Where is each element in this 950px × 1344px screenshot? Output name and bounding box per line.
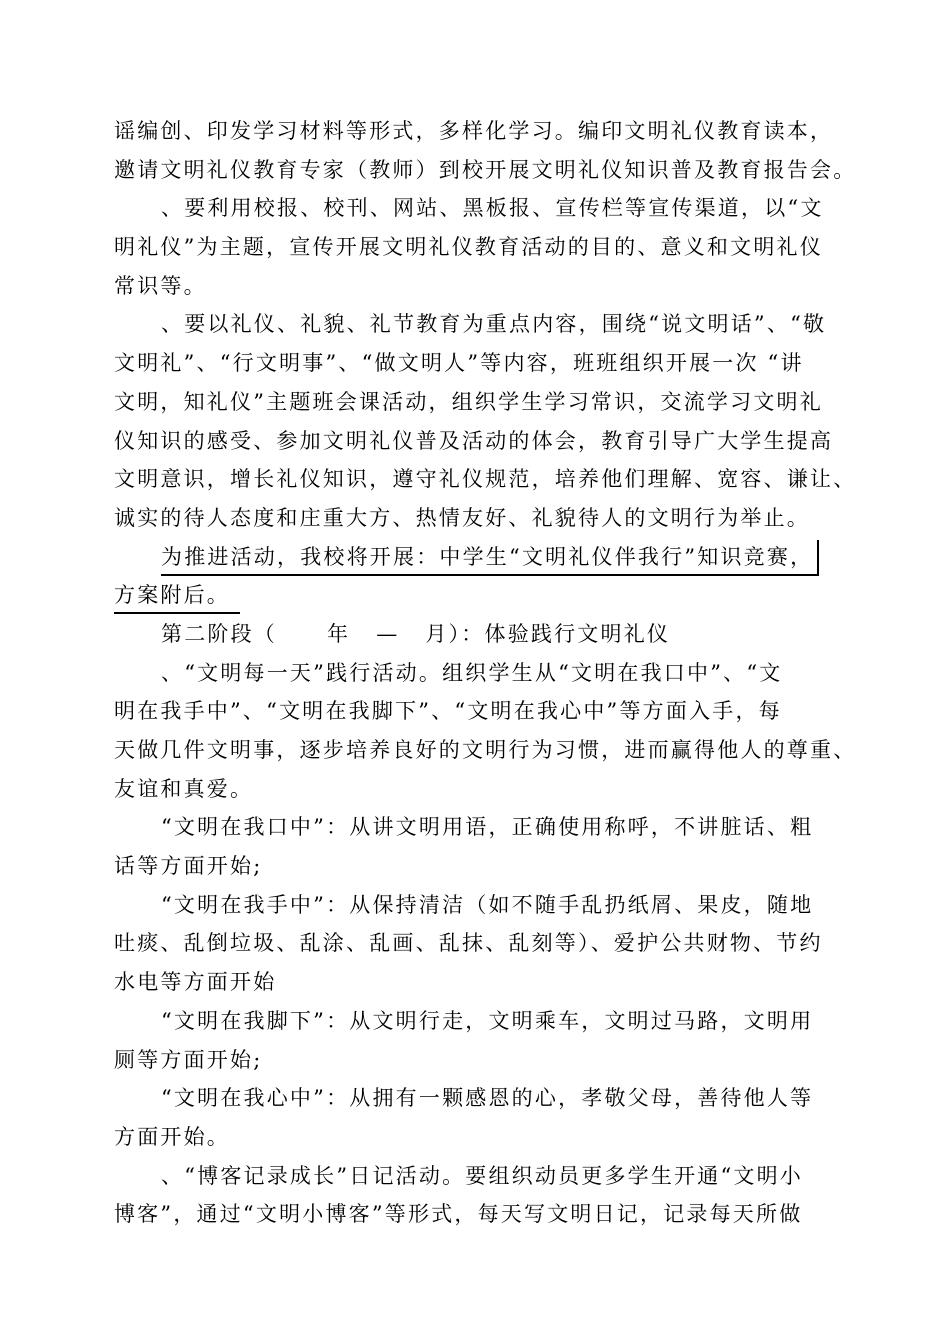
text-line: 仪知识的感受、参加文明礼仪普及活动的体会，教育引导广大学生提高 [114,428,834,453]
underlined-text: 方案附后。 [114,578,240,614]
text-line: 明在我手中”、“文明在我脚下”、“文明在我心中”等方面入手，每 [114,699,782,724]
text-line: 水电等方面开始 [114,970,277,995]
text-line: 文明礼”、“行文明事”、“做文明人”等内容，班班组织开展一次 “讲 [114,351,804,376]
text-line: 、“文明每一天”践行活动。组织学生从“文明在我口中”、“文 [161,660,783,685]
text-line: 谣编创、印发学习材料等形式，多样化学习。编印文明礼仪教育读本， [114,119,834,143]
text-line: 常识等。 [114,273,207,298]
text-line: 文明，知礼仪”主题班会课活动，组织学生学习常识，交流学习文明礼 [114,389,823,414]
text-line: 诚实的待人态度和庄重大方、热情友好、礼貌待人的文明行为举止。 [114,505,810,530]
stage-year: 年 [327,621,351,646]
stage-dash: — [376,621,400,646]
text-line: 文明意识，增长礼仪知识，遵守礼仪规范，培养他们理解、宽容、谦让、 [114,467,857,492]
text-line: 厕等方面开始; [114,1047,263,1072]
text-line: 方面开始。 [114,1124,230,1149]
text-line: 、要以礼仪、礼貌、礼节教育为重点内容，围绕“说文明话”、“敬 [161,312,827,337]
text-line: “文明在我心中”：从拥有一颗感恩的心，孝敬父母，善待他人等 [161,1086,814,1111]
text-line: 友谊和真爱。 [114,776,254,801]
stage-month: 月）：体验践行文明礼仪 [425,621,671,646]
underlined-line [114,576,840,615]
underlined-line [114,538,840,577]
text-line: 、“博客记录成长”日记活动。要组织动员更多学生开通“文明小 [161,1163,804,1188]
text-line: 邀请文明礼仪教育专家（教师）到校开展文明礼仪知识普及教育报告会。 [114,157,857,182]
text-line: “文明在我手中”：从保持清洁（如不随手乱扔纸屑、果皮，随地 [161,892,814,917]
text-line: “文明在我口中”：从讲文明用语，正确使用称呼，不讲脏话、粗 [161,815,814,840]
text-line: 博客”，通过“文明小博客”等形式，每天写文明日记，记录每天所做 [114,1202,803,1227]
text-line: “文明在我脚下”：从文明行走，文明乘车，文明过马路，文明用 [161,1008,814,1033]
underlined-text: 为推进活动，我校将开展：中学生“文明礼仪伴我行”知识竞赛， [161,540,819,576]
stage-heading [114,615,840,654]
text-line: 吐痰、乱倒垃圾、乱涂、乱画、乱抹、乱刻等）、爱护公共财物、节约 [114,931,823,956]
document-page [114,112,857,1234]
text-line: 、要利用校报、校刊、网站、黑板报、宣传栏等宣传渠道，以“文 [161,196,824,221]
text-line: 话等方面开始; [114,854,263,879]
text-line: 明礼仪”为主题，宣传开展文明礼仪教育活动的目的、意义和文明礼仪 [114,235,823,260]
stage-prefix: 第二阶段（ [161,621,277,646]
text-line: 天做几件文明事，逐步培养良好的文明行为习惯，进而赢得他人的尊重、 [114,738,857,762]
